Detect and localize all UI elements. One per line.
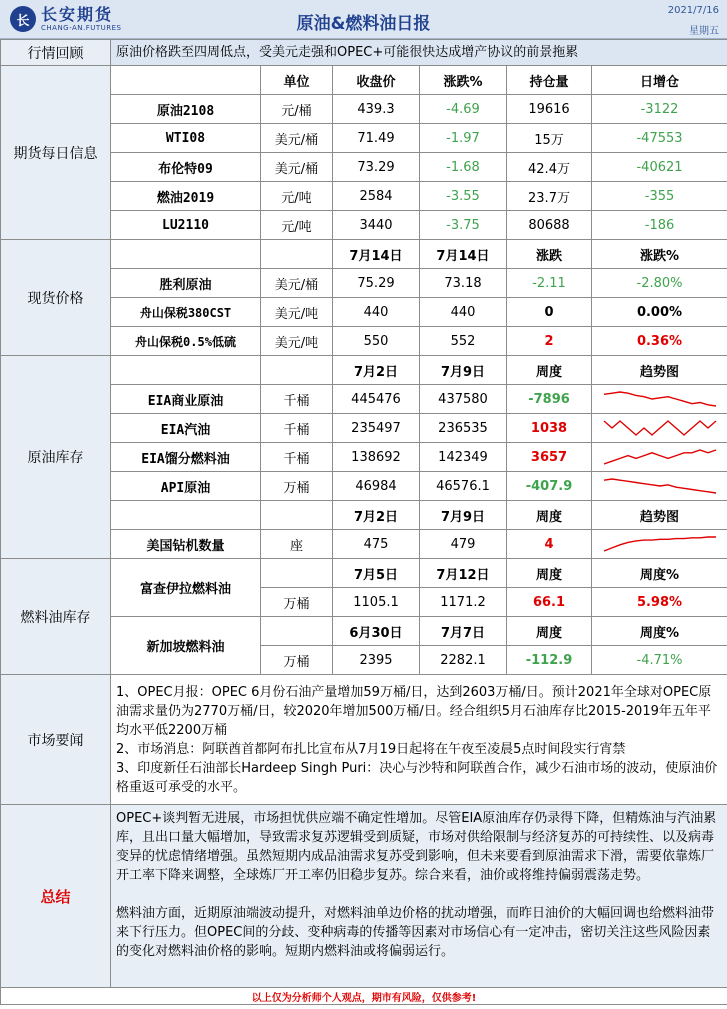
news-section-label: 市场要闻 <box>1 675 111 805</box>
inventory-header-date2: 7月9日 <box>420 356 507 385</box>
logo-name-en: CHANG-AN.FUTURES <box>41 23 122 32</box>
sparkline-line <box>604 392 716 406</box>
spot-header-pct: 涨跌% <box>592 240 727 269</box>
inventory-value1: 235497 <box>333 414 420 443</box>
inventory-weekly-change: 3657 <box>507 443 592 472</box>
inventory-value1: 46984 <box>333 472 420 501</box>
inventory-unit: 千桶 <box>261 414 333 443</box>
inventory-value2: 142349 <box>420 443 507 472</box>
inventory-value1: 138692 <box>333 443 420 472</box>
market-review-text: 原油价格跌至四周低点，受美元走强和OPEC+可能很快达成增产协议的前景拖累 <box>111 40 727 66</box>
futures-contract-name: 原油2108 <box>111 95 261 124</box>
rig-header-weekly: 周度 <box>507 501 592 530</box>
futures-change: -4.69 <box>420 95 507 124</box>
futures-close: 3440 <box>333 211 420 240</box>
rig-blank-header-unit <box>261 501 333 530</box>
summary-row <box>1 805 727 988</box>
spot-header-change: 涨跌 <box>507 240 592 269</box>
report-date: 2021/7/16 <box>667 5 719 16</box>
inventory-header-date1: 7月2日 <box>333 356 420 385</box>
singapore-value2: 2282.1 <box>420 646 507 675</box>
futures-header-change: 涨跌% <box>420 66 507 95</box>
report-table <box>0 39 727 1005</box>
fujairah-header-date1: 7月5日 <box>333 559 420 588</box>
spot-blank-header-unit <box>261 240 333 269</box>
futures-close: 73.29 <box>333 153 420 182</box>
spot-unit: 美元/吨 <box>261 327 333 356</box>
singapore-blank-header <box>261 617 333 646</box>
futures-change: -3.55 <box>420 182 507 211</box>
futures-header-oi-change: 日增仓 <box>592 66 727 95</box>
singapore-weekly-change: -112.9 <box>507 646 592 675</box>
futures-header-row <box>1 66 727 95</box>
futures-unit: 美元/桶 <box>261 153 333 182</box>
spot-product-name: 胜利原油 <box>111 269 261 298</box>
spot-value1: 550 <box>333 327 420 356</box>
futures-close: 71.49 <box>333 124 420 153</box>
futures-header-unit: 单位 <box>261 66 333 95</box>
sparkline-line <box>604 421 716 435</box>
inventory-weekly-change: 1038 <box>507 414 592 443</box>
inventory-blank-header-unit <box>261 356 333 385</box>
rig-header-trend: 趋势图 <box>592 501 727 530</box>
futures-oi-change: -3122 <box>592 95 727 124</box>
futures-unit: 美元/桶 <box>261 124 333 153</box>
rig-value1: 475 <box>333 530 420 559</box>
rig-trend-cell <box>592 530 727 559</box>
rig-weekly-change: 4 <box>507 530 592 559</box>
inventory-trend-cell <box>592 385 727 414</box>
news-row <box>1 675 727 805</box>
fujairah-header-weekly: 周度 <box>507 559 592 588</box>
singapore-header-date2: 7月7日 <box>420 617 507 646</box>
inventory-item-name: EIA商业原油 <box>111 385 261 414</box>
futures-oi-change: -40621 <box>592 153 727 182</box>
futures-oi: 42.4万 <box>507 153 592 182</box>
spot-blank-header <box>111 240 261 269</box>
inventory-header-weekly: 周度 <box>507 356 592 385</box>
market-review-label: 行情回顾 <box>1 40 111 66</box>
inventory-weekly-change: -7896 <box>507 385 592 414</box>
fujairah-blank-header <box>261 559 333 588</box>
inventory-section-label: 原油库存 <box>1 356 111 559</box>
futures-header-oi: 持仓量 <box>507 66 592 95</box>
fujairah-value1: 1105.1 <box>333 588 420 617</box>
market-review-row <box>1 40 727 66</box>
report-title: 原油&燃料油日报 <box>296 14 431 34</box>
eia-gasoline-sparkline <box>600 417 720 439</box>
futures-oi: 19616 <box>507 95 592 124</box>
singapore-weekly-pct: -4.71% <box>592 646 727 675</box>
futures-blank-header <box>111 66 261 95</box>
futures-oi: 15万 <box>507 124 592 153</box>
footer-row <box>1 988 727 1005</box>
inventory-value2: 437580 <box>420 385 507 414</box>
spot-value1: 440 <box>333 298 420 327</box>
rig-blank-header <box>111 501 261 530</box>
eia-crude-sparkline <box>600 388 720 410</box>
fujairah-weekly-change: 66.1 <box>507 588 592 617</box>
futures-section-label: 期货每日信息 <box>1 66 111 240</box>
singapore-header-pct: 周度% <box>592 617 727 646</box>
fujairah-weekly-pct: 5.98% <box>592 588 727 617</box>
inventory-trend-cell <box>592 472 727 501</box>
rig-value2: 479 <box>420 530 507 559</box>
inventory-unit: 千桶 <box>261 443 333 472</box>
spot-section-label: 现货价格 <box>1 240 111 356</box>
logo-emblem-icon: 长 <box>10 6 36 32</box>
singapore-header-date1: 6月30日 <box>333 617 420 646</box>
singapore-value1: 2395 <box>333 646 420 675</box>
sparkline-line <box>604 450 716 464</box>
spot-product-name: 舟山保税0.5%低硫 <box>111 327 261 356</box>
inventory-value2: 46576.1 <box>420 472 507 501</box>
futures-oi: 80688 <box>507 211 592 240</box>
inventory-item-name: EIA馏分燃料油 <box>111 443 261 472</box>
inventory-header-trend: 趋势图 <box>592 356 727 385</box>
fujairah-unit: 万桶 <box>261 588 333 617</box>
fujairah-name: 富查伊拉燃料油 <box>111 559 261 617</box>
futures-header-close: 收盘价 <box>333 66 420 95</box>
futures-oi-change: -47553 <box>592 124 727 153</box>
inventory-unit: 万桶 <box>261 472 333 501</box>
futures-contract-name: 布伦特09 <box>111 153 261 182</box>
sparkline-line <box>604 537 716 551</box>
spot-value2: 73.18 <box>420 269 507 298</box>
fujairah-header-date2: 7月12日 <box>420 559 507 588</box>
news-item: 1、OPEC月报：OPEC 6月份石油产量增加59万桶/日，达到2603万桶/日。预计2021年全球对OPEC原油需求量仍为2770万桶/日，较2020年增加500万桶/日。经合组织5月石油库存比2015-2019年五年平均水平低2200万桶 <box>116 684 712 738</box>
spot-product-name: 舟山保税380CST <box>111 298 261 327</box>
futures-change: -1.68 <box>420 153 507 182</box>
spot-header-row <box>1 240 727 269</box>
spot-pct: -2.80% <box>592 269 727 298</box>
futures-oi-change: -186 <box>592 211 727 240</box>
futures-contract-name: 燃油2019 <box>111 182 261 211</box>
inventory-value1: 445476 <box>333 385 420 414</box>
summary-paragraph: OPEC+谈判暂无进展，市场担忧供应端不确定性增加。尽管EIA原油库存仍录得下降，但精炼油与汽油累库，且出口量大幅增加，导致需求复苏逻辑受到质疑，市场对供给限制与经济复苏的可持续性、以及病毒变异的忧虑情绪增强。虽然短期内成品油需求复苏受到影响，但未来要看到原油需求下滑，需要依靠炼厂开工率下降来调整，全球炼厂开工率仍旧稳步复苏。综合来看，油价或将维持偏弱震荡走势。 <box>116 811 717 883</box>
futures-unit: 元/吨 <box>261 182 333 211</box>
inventory-trend-cell <box>592 443 727 472</box>
news-content <box>111 675 727 805</box>
singapore-name: 新加坡燃料油 <box>111 617 261 675</box>
inventory-item-name: EIA汽油 <box>111 414 261 443</box>
spot-value1: 75.29 <box>333 269 420 298</box>
summary-content <box>111 805 727 988</box>
singapore-unit: 万桶 <box>261 646 333 675</box>
spot-header-date1: 7月14日 <box>333 240 420 269</box>
futures-contract-name: WTI08 <box>111 124 261 153</box>
spot-value2: 440 <box>420 298 507 327</box>
spot-unit: 美元/桶 <box>261 269 333 298</box>
inventory-blank-header <box>111 356 261 385</box>
futures-unit: 元/桶 <box>261 95 333 124</box>
spot-value2: 552 <box>420 327 507 356</box>
spot-pct: 0.00% <box>592 298 727 327</box>
api-crude-sparkline <box>600 475 720 497</box>
singapore-header-weekly: 周度 <box>507 617 592 646</box>
futures-change: -1.97 <box>420 124 507 153</box>
eia-distillate-sparkline <box>600 446 720 468</box>
rig-header-date2: 7月9日 <box>420 501 507 530</box>
sparkline-line <box>604 479 716 493</box>
futures-close: 439.3 <box>333 95 420 124</box>
futures-oi-change: -355 <box>592 182 727 211</box>
futures-oi: 23.7万 <box>507 182 592 211</box>
report-weekday: 星期五 <box>689 26 719 37</box>
rig-count-name: 美国钻机数量 <box>111 530 261 559</box>
futures-close: 2584 <box>333 182 420 211</box>
spot-change: 2 <box>507 327 592 356</box>
spot-unit: 美元/吨 <box>261 298 333 327</box>
fujairah-header-pct: 周度% <box>592 559 727 588</box>
disclaimer: 以上仅为分析师个人观点，期市有风险，仅供参考! <box>1 988 727 1005</box>
logo-name-cn: 长安期货 <box>41 4 114 24</box>
inventory-value2: 236535 <box>420 414 507 443</box>
rig-unit: 座 <box>261 530 333 559</box>
rig-count-sparkline <box>600 533 720 555</box>
inventory-unit: 千桶 <box>261 385 333 414</box>
summary-section-label: 总结 <box>1 805 111 988</box>
inventory-weekly-change: -407.9 <box>507 472 592 501</box>
futures-change: -3.75 <box>420 211 507 240</box>
rig-header-date1: 7月2日 <box>333 501 420 530</box>
fuel-inventory-section-label: 燃料油库存 <box>1 559 111 675</box>
fujairah-value2: 1171.2 <box>420 588 507 617</box>
spot-change: -2.11 <box>507 269 592 298</box>
spot-header-date2: 7月14日 <box>420 240 507 269</box>
spot-change: 0 <box>507 298 592 327</box>
inventory-trend-cell <box>592 414 727 443</box>
summary-paragraph: 燃料油方面，近期原油端波动提升，对燃料油单边价格的扰动增强，而昨日油价的大幅回调也给燃料油带来下行压力。但OPEC间的分歧、变种病毒的传播等因素对市场信心有一定冲击，密切关注这些风险因素的变化对燃料油价格的影响。短期内燃料油或将偏弱运行。 <box>116 906 715 959</box>
news-item: 3、印度新任石油部长Hardeep Singh Puri：决心与沙特和阿联酋合作，减少石油市场的波动，使原油价格重返可承受的水平。 <box>116 760 718 795</box>
news-item: 2、市场消息：阿联酋首都阿布扎比宣布从7月19日起将在午夜至凌晨5点时间段实行宵禁 <box>116 741 626 757</box>
spot-pct: 0.36% <box>592 327 727 356</box>
inventory-item-name: API原油 <box>111 472 261 501</box>
report-header <box>0 0 727 39</box>
futures-contract-name: LU2110 <box>111 211 261 240</box>
fujairah-header-row <box>1 559 727 588</box>
inventory-header-row <box>1 356 727 385</box>
futures-unit: 元/吨 <box>261 211 333 240</box>
